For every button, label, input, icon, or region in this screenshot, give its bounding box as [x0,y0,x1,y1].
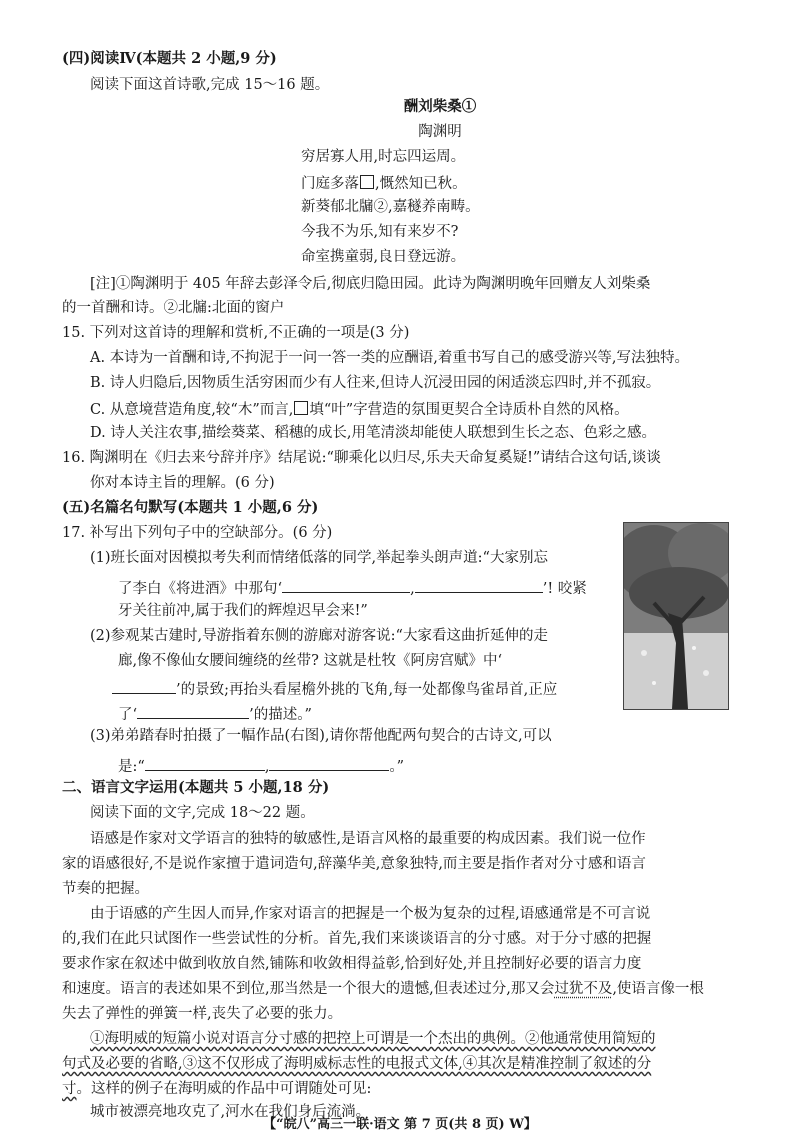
poem-line-2-part-b: ,慨然知已秋。 [375,176,467,192]
missing-character-box [360,175,374,189]
answer-blank-1[interactable] [282,578,410,593]
passage-p3-line-3 [62,1082,371,1097]
part-1-prefix: 了李白《将进酒》中那句‘ [118,581,283,597]
part-3-suffix: 。” [389,759,405,775]
part-1-comma: , [410,581,415,597]
question-17-part-2-line-3 [112,679,557,698]
question-17-part-2-line-2: 廊,像不像仙女腰间缠绕的丝带? 这就是杜牧《阿房宫赋》中‘ [118,653,503,669]
blank-box-icon [294,401,308,415]
answer-blank-2[interactable] [415,578,543,593]
poem-author: 陶渊明 [418,124,462,140]
part-2-intro: 阅读下面的文字,完成 18～22 题。 [90,805,315,821]
passage-p2-line-2: 的,我们在此只试图作一些尝试性的分析。首先,我们来谈谈语言的分寸感。对于分寸感的把握 [62,931,652,947]
part-2-line-4-prefix: 了‘ [118,707,138,723]
answer-blank-4[interactable] [137,704,249,719]
question-17-part-2-line-1: (2)参观某古建时,导游指着东侧的游廊对游客说:“大家看这曲折延伸的走 [90,628,548,644]
passage-p1-line-3: 节奏的把握。 [62,881,149,897]
question-16-line-2: 你对本诗主旨的理解。(6 分) [90,475,275,491]
option-c-part-1: C. 从意境营造角度,较“木”而言, [90,402,294,418]
passage-p1-line-2: 家的语感很好,不是说作家擅于遣词造句,辞藻华美,意象独特,而主要是指作者对分寸感和语言 [62,856,646,872]
section-4-intro: 阅读下面这首诗歌,完成 15～16 题。 [90,77,330,93]
passage-p2-line-3: 要求作家在叙述中做到收放自然,铺陈和收敛相得益彰,恰到好处,并且控制好必要的语言力度 [62,956,642,972]
poem-line-1: 穷居寡人用,时忘四运周。 [301,149,466,165]
part-2-heading: 二、语言文字运用(本题共 5 小题,18 分) [62,779,330,796]
question-17-part-3-line-2 [118,756,404,775]
passage-p2-line-1: 由于语感的产生因人而异,作家对语言的把握是一个极为复杂的过程,语感通常是不可言说 [90,906,651,922]
passage-p2-line-4-part-a: 和速度。语言的表述如果不到位,那当然是一个很大的遗憾,但表述过分,那又会 [62,981,555,997]
passage-p3-line-2: 句式及必要的省略,③这不仅形成了海明威标志性的电报式文体,④其次是精准控制了叙述的分 [62,1056,652,1072]
question-15-option-a: A. 本诗为一首酬和诗,不拘泥于一问一答一类的应酬语,着重书写自己的感受游兴等,写法独特。 [90,350,690,366]
poem-note-line-1: [注]①陶渊明于 405 年辞去彭泽令后,彻底归隐田园。此诗为陶渊明晚年回赠友人刘柴桑 [90,276,651,292]
passage-p2-line-4-part-c: ,使语言像一根 [612,981,704,997]
passage-p3-line-1: ①海明威的短篇小说对语言分寸感的把控上可谓是一个杰出的典例。②他通常使用简短的 [90,1031,656,1047]
poem-line-2 [301,175,467,192]
tree-photo-icon [623,522,729,710]
poem-line-3: 新葵郁北牖②,嘉穟养南畴。 [301,199,480,215]
poem-note-line-2: 的一首酬和诗。②北牖:北面的窗户 [62,300,285,316]
question-17-part-2-line-4 [118,704,312,723]
question-16-line-1: 16. 陶渊明在《归去来兮辞并序》结尾说:“聊乘化以归尽,乐夫天命复奚疑!”请结合这句话,谈谈 [62,450,661,466]
question-15-option-d: D. 诗人关注农事,描绘葵菜、稻穗的成长,用笔清淡却能使人联想到生长之态、色彩之感。 [90,425,657,441]
tree-photo-graphic [624,523,728,709]
poem-title: 酬刘柴桑① [403,98,477,115]
part-1-suffix: ’! 咬紧 [542,581,587,597]
passage-p2-line-4 [62,982,704,997]
question-15-stem: 15. 下列对这首诗的理解和赏析,不正确的一项是(3 分) [62,325,410,341]
question-17-part-1-line-3: 牙关往前冲,属于我们的辉煌迟早会来!” [118,603,368,619]
dotted-phrase: 过犹不及 [554,981,613,997]
answer-blank-5[interactable] [145,756,265,771]
section-5-heading: (五)名篇名句默写(本题共 1 小题,6 分) [62,499,319,516]
question-15-option-b: B. 诗人归隐后,因物质生活穷困而少有人往来,但诗人沉浸田园的闲适淡忘四时,并不孤寂。 [90,375,661,391]
part-3-comma: , [264,759,270,775]
answer-blank-3[interactable] [112,679,176,694]
question-17-part-1-line-1: (1)班长面对因模拟考失利而情绪低落的同学,举起拳头朗声道:“大家别忘 [90,550,548,566]
part-2-line-4-suffix: ’的描述。” [249,707,312,723]
part-2-line-3-text: ’的景致;再抬头看屋檐外挑的飞角,每一处都像鸟雀昂首,正应 [176,682,558,698]
option-c-part-2: 填“叶”字营造的氛围更契合全诗质朴自然的风格。 [309,402,629,418]
section-4-heading: (四)阅读Ⅳ(本题共 2 小题,9 分) [62,50,277,67]
question-15-option-c [90,401,629,418]
question-17-part-1-line-2 [118,578,587,597]
question-17-part-3-line-1: (3)弟弟踏春时拍摄了一幅作品(右图),请你帮他配两句契合的古诗文,可以 [90,728,552,744]
passage-p1-line-1: 语感是作家对文学语言的独特的敏感性,是语言风格的最重要的构成因素。我们说一位作 [90,831,646,847]
wavy-word: 寸 [62,1081,77,1097]
question-17-stem: 17. 补写出下列句子中的空缺部分。(6 分) [62,525,333,541]
poem-line-2-part-a: 门庭多落 [301,176,359,192]
passage-p4-line-1: 城市被漂亮地攻克了,河水在我们身后流淌。 [90,1104,371,1120]
part-3-prefix: 是:“ [118,759,145,775]
poem-line-4: 今我不为乐,知有来岁不? [301,224,459,240]
page-footer: 【“皖八”高三一联·语文 第 7 页(共 8 页) W】 [263,1117,537,1132]
poem-line-5: 命室携童弱,良日登远游。 [301,249,466,265]
passage-p2-line-5: 失去了弹性的弹簧一样,丧失了必要的张力。 [62,1006,343,1022]
answer-blank-6[interactable] [269,756,389,771]
passage-p3-line-3-rest: 。这样的例子在海明威的作品中可谓随处可见: [76,1081,372,1097]
